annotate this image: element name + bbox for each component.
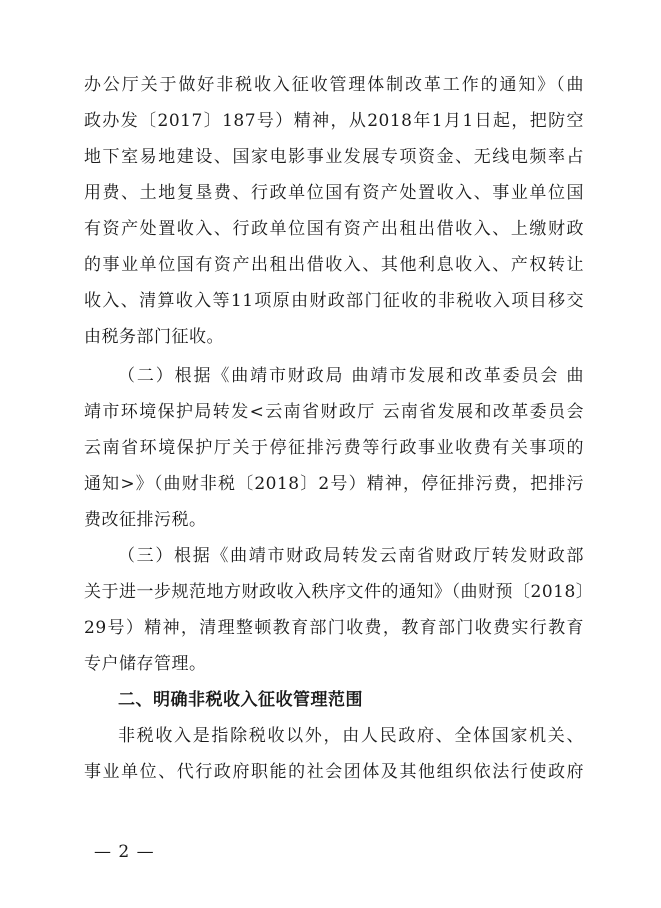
body-line: 关于进一步规范地方财政收入秩序文件的通知》（曲财预〔2018〕 [84,582,594,602]
paragraph-two-start: （二）根据《曲靖市财政局 曲靖市发展和改革委员会 曲 [118,366,584,386]
section-heading: 二、明确非税收入征收管理范围 [118,690,363,710]
body-line: 政办发〔2017〕187号）精神，从2018年1月1日起，把防空 [84,111,584,131]
body-line: 的事业单位国有资产出租出借收入、其他利息收入、产权转让 [84,255,584,275]
body-line: 费改征排污税。 [84,510,207,530]
paragraph-three-start: （三）根据《曲靖市财政局转发云南省财政厅转发财政部 [118,546,584,566]
page-number: — 2 — [94,842,155,862]
body-line: 事业单位、代行政府职能的社会团体及其他组织依法行使政府 [84,762,584,782]
body-line: 专户储存管理。 [84,654,207,674]
body-line: 办公厅关于做好非税收入征收管理体制改革工作的通知》（曲 [84,75,584,95]
body-line: 靖市环境保护局转发<云南省财政厅 云南省发展和改革委员会 [84,402,584,422]
body-line: 由税务部门征收。 [84,327,224,347]
body-line: 用费、土地复垦费、行政单位国有资产处置收入、事业单位国 [84,183,584,203]
body-line: 地下室易地建设、国家电影事业发展专项资金、无线电频率占 [84,147,584,167]
body-line: 收入、清算收入等11项原由财政部门征收的非税收入项目移交 [84,291,584,311]
document-body [84,67,594,790]
body-line: 有资产处置收入、行政单位国有资产出租出借收入、上缴财政 [84,219,584,239]
body-line: 29号）精神，清理整顿教育部门收费，教育部门收费实行教育 [84,618,584,638]
body-line: 云南省环境保护厅关于停征排污费等行政事业收费有关事项的 [84,438,584,458]
paragraph-four-start: 非税收入是指除税收以外，由人民政府、全体国家机关、 [118,726,584,746]
body-line: 通知>》（曲财非税〔2018〕2号）精神，停征排污费，把排污 [84,474,584,494]
